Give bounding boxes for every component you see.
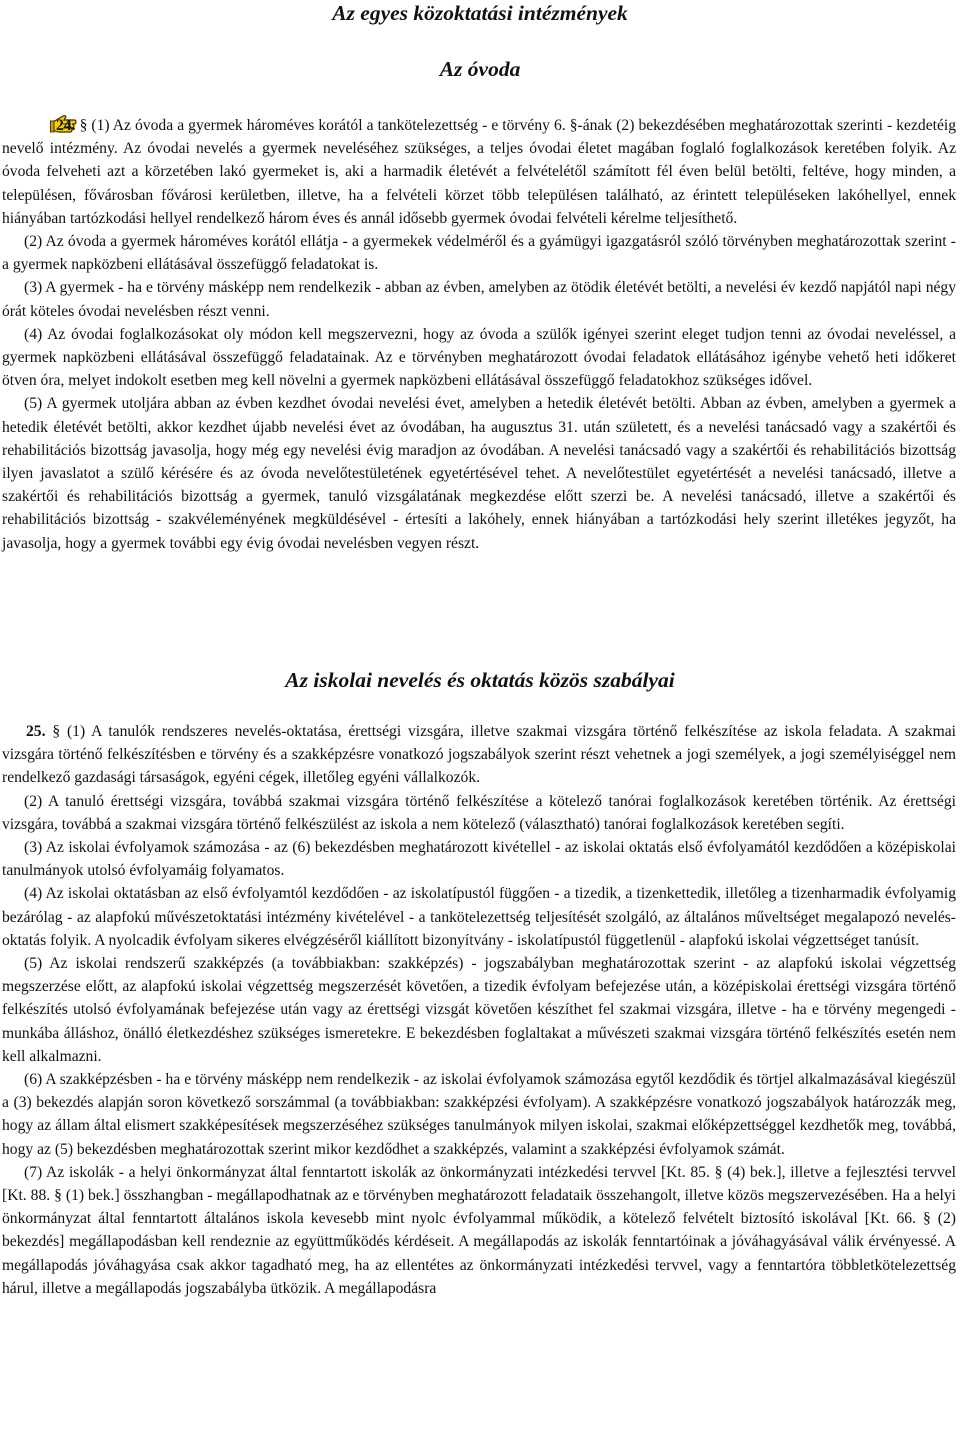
section-25-paragraph-4: (4) Az iskolai oktatásban az első évfolyamtól kezdődően - az iskolatípustól függően - a tizedik, a tizenkettedik, illetőleg a tizenharmadik évfolyamig bezárólag - az alapfokú művészetoktatási intézmény kivételével - a tankötelezettség teljesítését szolgáló, az általános műveltséget megalapozó nevelés-oktatás folyik. A nyolcadik évfolyam sikeres elvégzéséről kiállított bizonyítvány - iskolatípustól függetlenül - alapfokú iskolai végzettséget tanúsít. [2,885,956,949]
section-24-paragraph-3: (3) A gyermek - ha e törvény másképp nem rendelkezik - abban az évben, amelyben az ötödik életévét betölti, a nevelési év kezdő napjától napi négy órát köteles óvodai nevelésben részt venni. [2,279,956,320]
section-25-number: 25. [26,723,46,740]
ovoda-heading: Az óvoda [439,57,521,81]
section-24 [2,112,956,555]
pointing-hand-icon[interactable] [26,112,54,134]
iskola-heading: Az iskolai nevelés és oktatás közös szabályai [285,668,675,692]
section-25-paragraph-3: (3) Az iskolai évfolyamok számozása - az (6) bekezdésben meghatározott kivétellel - az iskolai oktatás első évfolyamától kezdődően a középiskolai tanulmányok utolsó évfolyamáig folyamatos. [2,839,956,880]
section-25-paragraph-5: (5) Az iskolai rendszerű szakképzés (a továbbiakban: szakképzés) - jogszabályban meghatározottak szerint - az alapfokú iskolai végzettség megszerzése előtt, az alapfokú iskolai végzettség megszerzését követően, a tizedik évfolyam befejezése után, a középiskolai érettségi vizsgára történő felkészítés utolsó évfolyamának befejezése után vagy az érettségi vizsgát követően készíthet fel szakmai vizsgára, illetve - ha e törvény megengedi - munkába álláshoz, önálló életkezdéshez szükséges ismeretekre. E bekezdésben foglaltakat a művészeti szakmai vizsgára történő felkészítés esetén nem kell alkalmazni. [2,955,956,1065]
section-25-paragraph-1 [2,720,956,790]
section-25-paragraph-2: (2) A tanuló érettségi vizsgára, továbbá szakmai vizsgára történő felkészítése a kötelező tanórai foglalkozások keretében történik. Az érettségi vizsgára, továbbá a szakmai vizsgára történő felkészülést az iskola a nem kötelező (választható) tanórai foglalkozások keretében segíti. [2,792,956,833]
section-24-paragraph-5: (5) A gyermek utoljára abban az évben kezdhet óvodai nevelési évet, amelyben a hetedik életévét betölti. Abban az évben, amelyben a gyermek a hetedik életévét betölti, akkor kezdhet újabb nevelési évet az óvodában, ha augusztus 31. után született, és a nevelési tanácsadó vagy a szakértői és rehabilitációs bizottság javasolja, hogy még egy nevelési évig maradjon az óvodában. A nevelési tanácsadó vagy a szakértői és rehabilitációs bizottság ilyen javaslatot a szülő kérésére és az óvoda nevelőtestületének egyetértésével tehet. A nevelőtestület egyetértését a nevelési tanácsadó, illetve a szakértői és rehabilitációs bizottság a gyermek, tanuló vizsgálatának megkezdése előtt szerzi be. A nevelési tanácsadó, illetve a szakértői és rehabilitációs bizottság - szakvéleményének megküldésével - értesíti a lakóhely, ennek hiányában a tartózkodási hely szerint illetékes jegyzőt, ha javasolja, hogy a gyermek további egy évig óvodai nevelésben vegyen részt. [2,395,956,552]
section-24-paragraph-1 [2,112,956,230]
section-24-paragraph-2: (2) Az óvoda a gyermek hároméves korától ellátja - a gyermekek védelméről és a gyámügyi igazgatásról szóló törvényben meghatározottak szerint - a gyermek napközbeni ellátásával összefüggő feladatokat is. [2,233,956,274]
section-25-text-1: § (1) A tanulók rendszeres nevelés-oktatása, érettségi vizsgára, illetve szakmai vizsgára történő felkészítése az iskola feladata. A szakmai vizsgára történő felkészítésben e törvény és a szakképzésre vonatkozó jogszabályok szerint részt vehetnek a jogi személyek, a jogi személyiséggel nem rendelkező gazdasági társaságok, egyéni cégek, illetőleg egyéni vállalkozók. [2,723,956,787]
section-25 [2,720,956,1300]
main-heading: Az egyes közoktatási intézmények [332,1,628,25]
section-24-text-1: § (1) Az óvoda a gyermek hároméves korától a tankötelezettség - e törvény 6. §-ának (2) bekezdésében meghatározottak szerinti - kezdetéig nevelő intézmény. Az óvodai nevelés a gyermek neveléséhez szükséges, a teljes óvodai életet magában foglaló foglalkozások keretében folyik. Az óvoda felveheti azt a körzetében lakó gyermeket is, aki a harmadik életévét a felvételétől számított fél éven belül betölti, feltéve, hogy minden, a településen, fővárosban fővárosi kerületben, illetve, ha a felvételi körzet több településen található, az érintett településeken lakóhellyel, ennek hiányában tartózkodási hellyel rendelkező három éves és annál idősebb gyermek óvodai felvételi kérelme teljesíthető. [2,117,956,227]
section-24-paragraph-4: (4) Az óvodai foglalkozásokat oly módon kell megszervezni, hogy az óvoda a szülők igényei szerint eleget tudjon tenni az óvodai neveléssel, a gyermek napközbeni ellátásával összefüggő feladatainak. Az e törvényben meghatározott óvodai feladatok ellátásához igénybe vehető heti időkeret ötven óra, melyet indokolt esetben meg kell növelni a gyermek napközbeni ellátásával összefüggő feladatokhoz szükséges idővel. [2,325,956,390]
section-25-paragraph-7: (7) Az iskolák - a helyi önkormányzat által fenntartott iskolák az önkormányzati intézkedési tervvel [Kt. 85. § (4) bek.], illetve a fejlesztési tervvel [Kt. 88. § (1) bek.] összhangban - megállapodhatnak az e törvényben meghatározott feladataik összehangolt, illetve közös megszervezésében. Ha a helyi önkormányzat által fenntartott általános iskola kevesebb mint nyolc évfolyammal működik, a kötelező felvételt biztosító iskolával [Kt. 66. § (2) bekezdés] megállapodásban kell rendeznie az együttműködés kérdéseit. A megállapodás az iskolák fenntartóinak a jóváhagyásával válik érvényessé. A megállapodás jóváhagyása csak akkor tagadható meg, ha az ellentétes az önkormányzati intézkedési tervvel, vagy a fenntartóra többletkötelezettség hárul, illetve a megállapodás jogszabályba ütközik. A megállapodásra [2,1163,956,1297]
section-24-number: 24. [56,117,76,134]
section-25-paragraph-6: (6) A szakképzésben - ha e törvény másképp nem rendelkezik - az iskolai évfolyamok számozása egytől kezdődik és törtjel alkalmazásával kiegészül a (3) bekezdés alapján soron következő sorszámmal (a továbbiakban: szakképzési évfolyam). A szakképzésre vonatkozó jogszabályok határozzák meg, hogy az állam által elismert szakképesítések megszerzéséhez szükséges tanulmányok milyen iskolai, szakmai előképzettséggel kezdhetők meg, továbbá, hogy az (5) bekezdésben meghatározottak szerint mikor kezdődhet a szakképzés, valamint a szakképzési évfolyamok számát. [2,1071,956,1158]
